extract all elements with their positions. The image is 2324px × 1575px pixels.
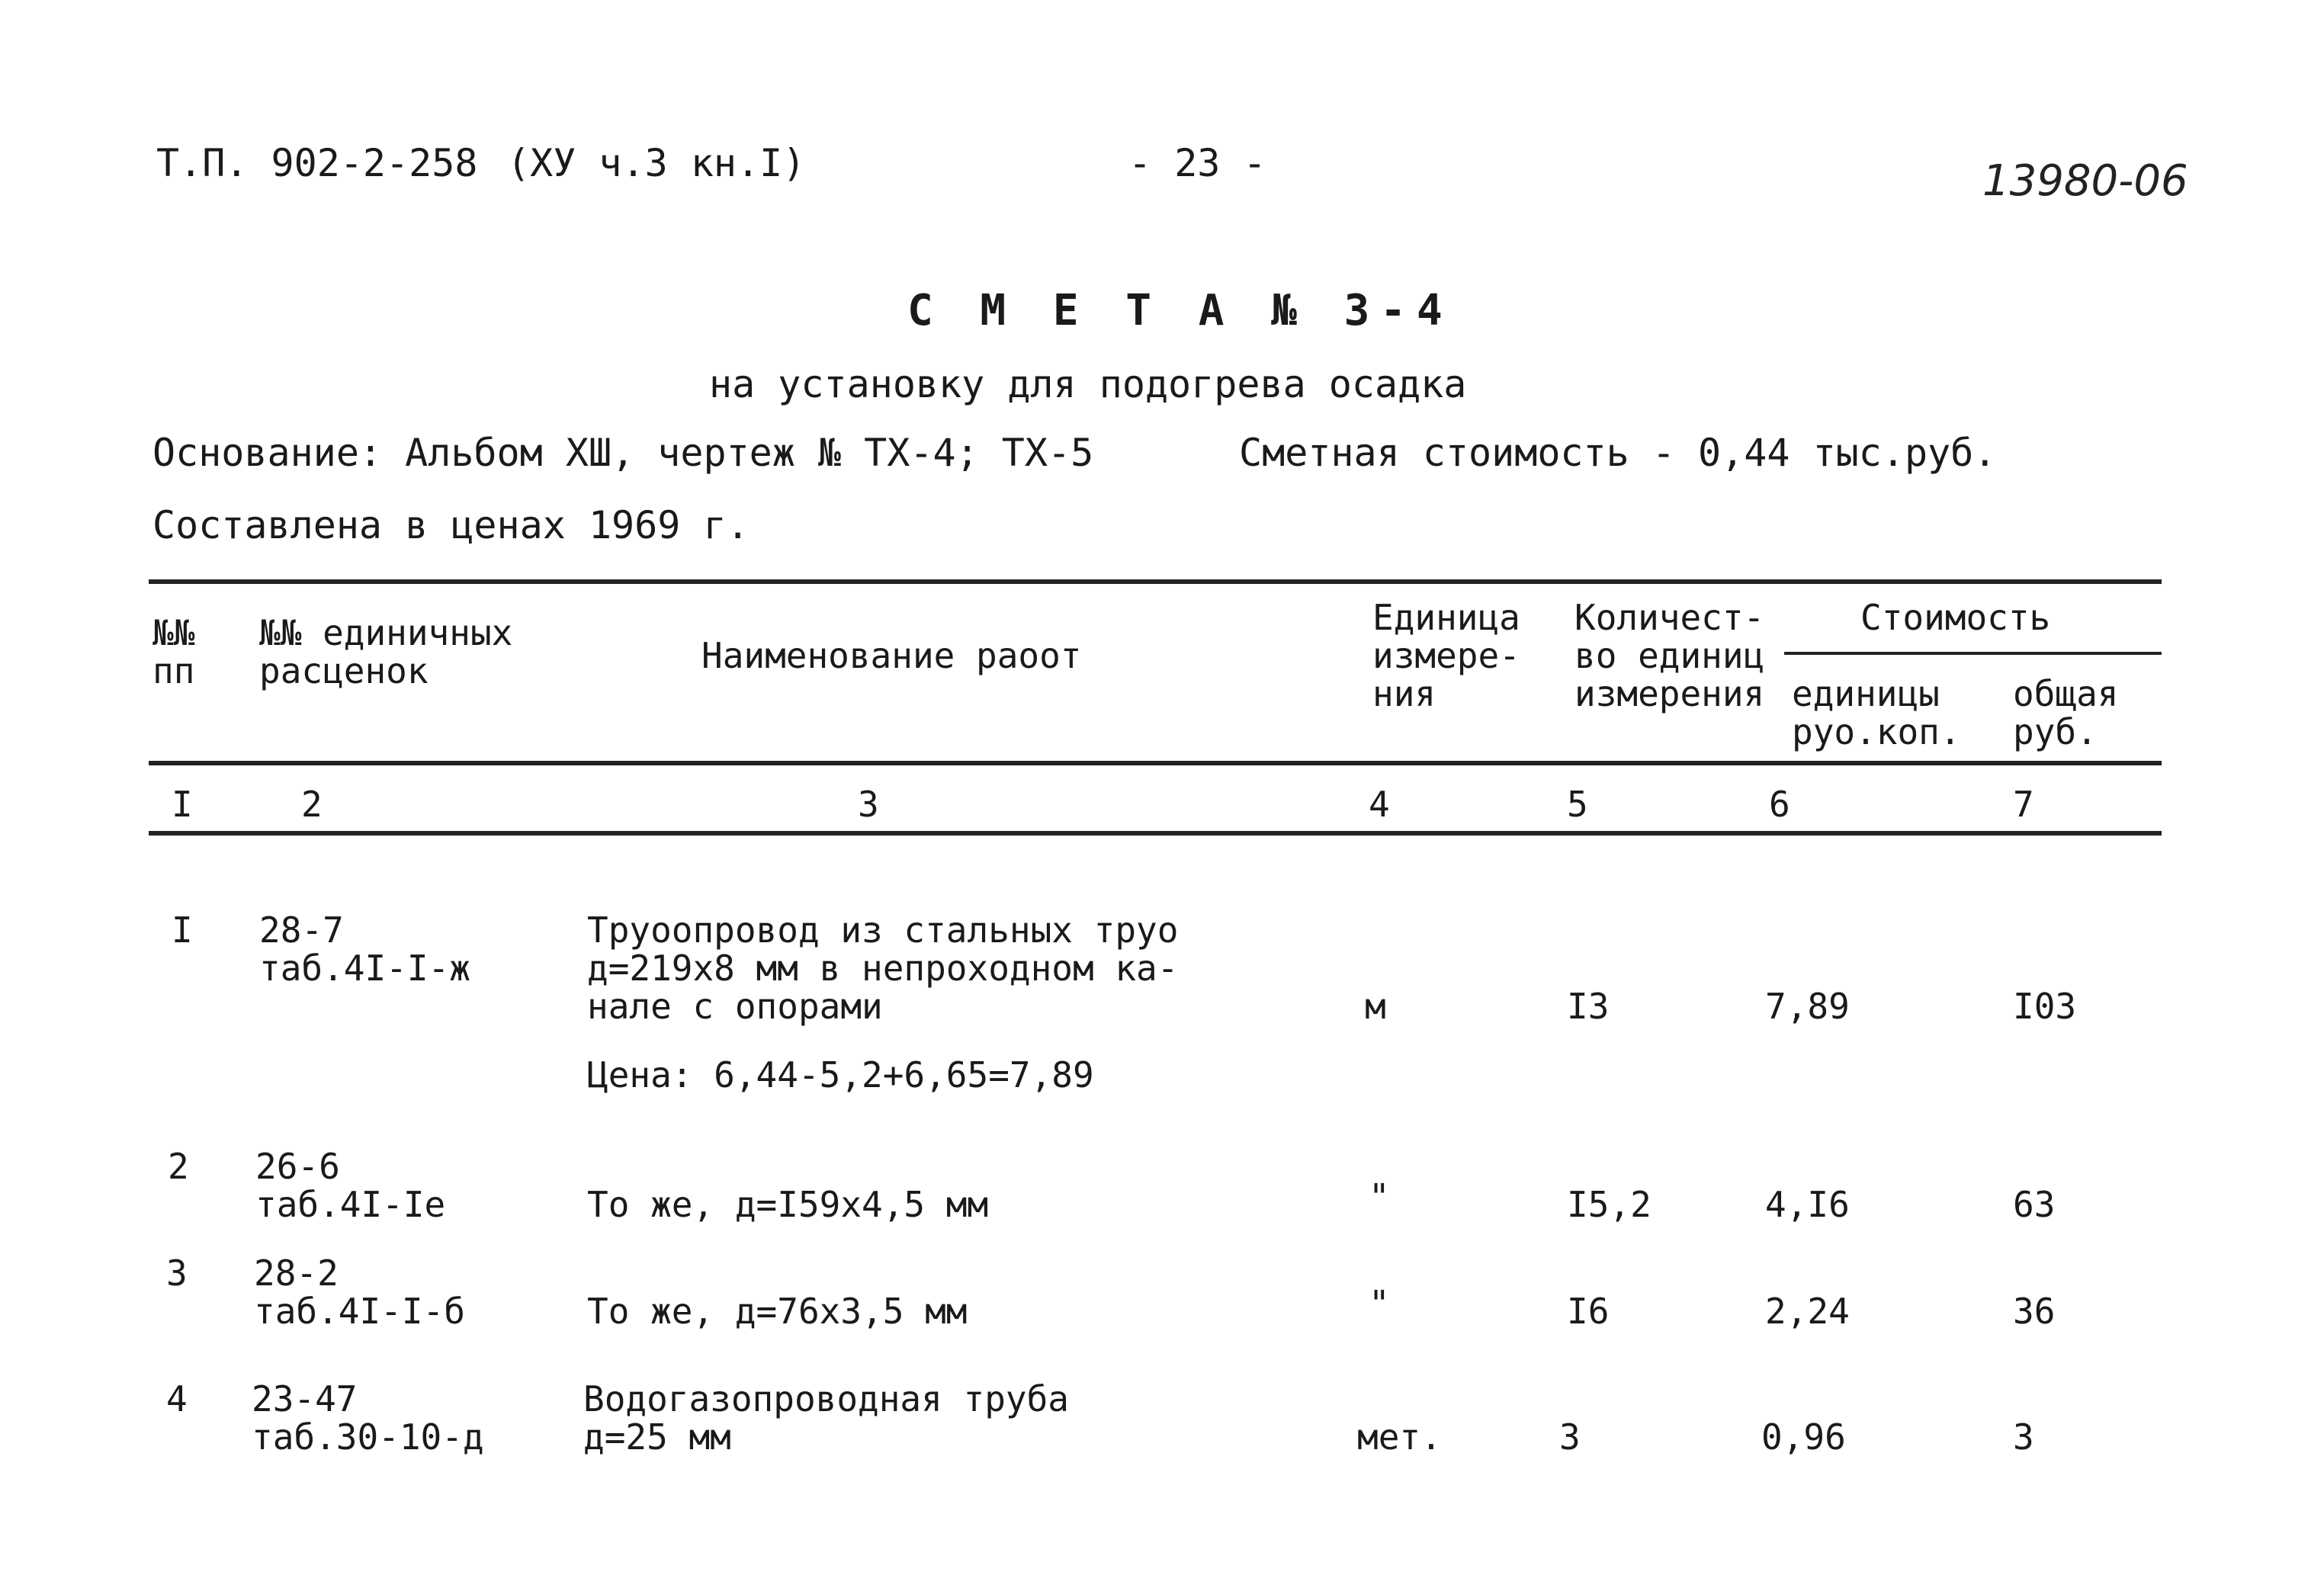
col6-header-line1: единицы	[1792, 673, 1940, 714]
total-cost: 63	[2013, 1184, 2056, 1225]
compiled-prices: Составлена в ценах 1969 г.	[152, 503, 750, 547]
col2-header-line1: №№ единичных	[259, 612, 513, 653]
rate-code: 28-2	[254, 1253, 339, 1294]
document-subtitle: на установку для подогрева осадка	[709, 362, 1467, 406]
work-name-line: То же, д=I59х4,5 мм	[587, 1184, 989, 1225]
basis-line: Основание: Альбом XШ, чертеж № ТХ-4; ТХ-5	[152, 431, 1094, 475]
section-reference: (ХУ ч.3 кн.I)	[507, 141, 806, 185]
total-cost: I03	[2013, 986, 2077, 1027]
header-bottom-rule	[149, 761, 2162, 765]
work-name-line: То же, д=76х3,5 мм	[587, 1291, 968, 1332]
column-number-rule	[149, 831, 2162, 836]
work-name-line: д=219х8 мм в непроходном ка-	[587, 948, 1179, 989]
col7-header-line2: руб.	[2013, 711, 2098, 752]
col5-header-line3: измерения	[1574, 673, 1765, 714]
quantity: I3	[1567, 986, 1610, 1027]
col4-header-line1: Единица	[1372, 597, 1520, 638]
rate-code: 23-47	[252, 1378, 358, 1419]
total-cost: 36	[2013, 1291, 2056, 1332]
work-name-line: д=25 мм	[583, 1416, 731, 1458]
column-number: I	[172, 784, 193, 825]
unit-ditto: "	[1369, 1283, 1390, 1324]
col6-header-line2: руо.коп.	[1792, 711, 1961, 752]
column-number: 4	[1369, 784, 1390, 825]
rate-table: таб.4I-Iе	[255, 1184, 446, 1225]
row-number: 2	[168, 1146, 189, 1187]
column-number: 5	[1567, 784, 1588, 825]
quantity: I5,2	[1567, 1184, 1652, 1225]
column-number: 3	[858, 784, 879, 825]
rate-code: 28-7	[259, 909, 344, 951]
document-title: С М Е Т А № 3-4	[907, 286, 1453, 335]
column-number: 7	[2013, 784, 2034, 825]
total-cost: 3	[2013, 1416, 2034, 1458]
col4-header-line3: ния	[1372, 673, 1436, 714]
rate-table: таб.4I-I-б	[254, 1291, 465, 1332]
page-number: - 23 -	[1128, 141, 1266, 185]
quantity: I6	[1567, 1291, 1610, 1332]
col1-header-line1: №№	[152, 612, 195, 653]
work-name-line: Труоопровод из стальных труо	[587, 909, 1179, 951]
col2-header-line2: расценок	[259, 650, 429, 691]
table-top-rule	[149, 579, 2162, 584]
column-number: 6	[1769, 784, 1790, 825]
col1-header-line2: пп	[152, 650, 195, 691]
unit-ditto: "	[1369, 1176, 1390, 1217]
col4-header-line2: измере-	[1372, 635, 1520, 676]
rate-table: таб.4I-I-ж	[259, 948, 470, 989]
row-number: I	[172, 909, 193, 951]
unit: м	[1365, 986, 1386, 1027]
rate-table: таб.30-10-д	[252, 1416, 484, 1458]
col7-header-line1: общая	[2013, 673, 2119, 714]
estimated-cost: Сметная стоимость - 0,44 тыс.руб.	[1239, 431, 1997, 475]
unit-cost: 0,96	[1761, 1416, 1846, 1458]
column-number: 2	[301, 784, 323, 825]
col5-header-line2: во единиц	[1574, 635, 1765, 676]
row-number: 3	[166, 1253, 188, 1294]
work-name-line: Водогазопроводная труба	[583, 1378, 1069, 1419]
work-name-line: нале с опорами	[587, 986, 883, 1027]
quantity: 3	[1559, 1416, 1581, 1458]
cost-group-header: Стоимость	[1860, 597, 2051, 638]
handwritten-stamp: 13980-06	[1982, 156, 2188, 206]
unit-cost: 4,I6	[1765, 1184, 1850, 1225]
rate-code: 26-6	[255, 1146, 340, 1187]
unit-cost: 7,89	[1765, 986, 1850, 1027]
col3-header: Наименование раоот	[701, 635, 1082, 676]
row-number: 4	[166, 1378, 188, 1419]
cost-header-rule	[1784, 652, 2162, 655]
unit-cost: 2,24	[1765, 1291, 1850, 1332]
unit: мет.	[1357, 1416, 1442, 1458]
document-reference: Т.П. 902-2-258	[156, 141, 478, 185]
price-note: Цена: 6,44-5,2+6,65=7,89	[587, 1054, 1094, 1095]
col5-header-line1: Количест-	[1574, 597, 1765, 638]
